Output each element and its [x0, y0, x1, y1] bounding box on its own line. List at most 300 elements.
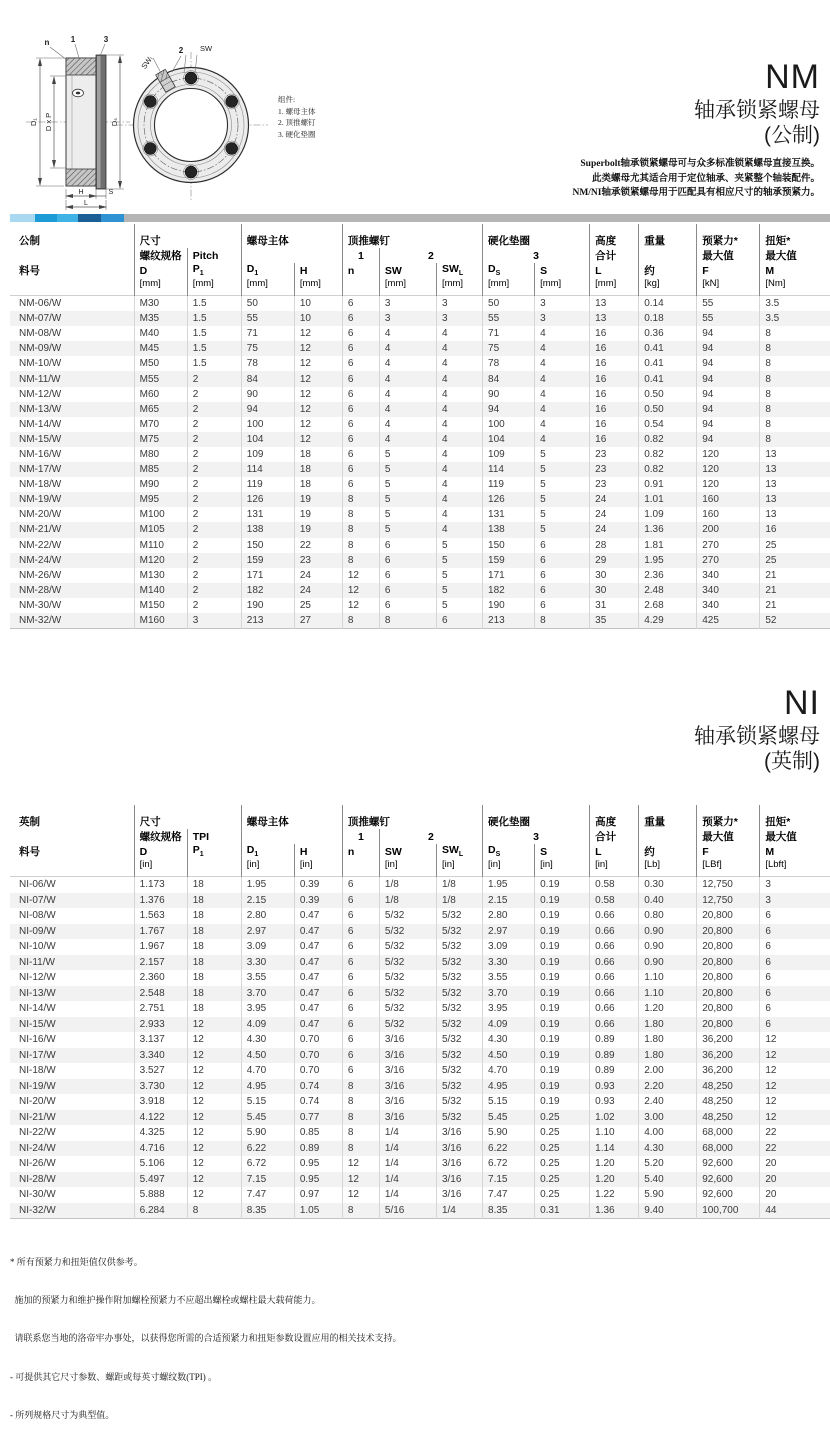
value-cell: 4.50 — [241, 1048, 294, 1064]
value-cell: 0.93 — [590, 1079, 639, 1095]
value-cell: 1.02 — [590, 1110, 639, 1126]
value-cell: 3/16 — [379, 1063, 436, 1079]
value-cell: 6 — [535, 568, 590, 583]
label-h: H — [78, 189, 84, 196]
value-cell: 126 — [483, 492, 535, 507]
part-number: NI-32/W — [19, 1204, 56, 1216]
footnote-line: - 所列规格尺寸为典型值。 — [10, 1410, 115, 1421]
table-row — [10, 970, 830, 986]
jackscrew-section-top — [66, 58, 96, 75]
header-cell: 尺寸 — [134, 224, 241, 248]
header-cell: 螺纹规格 — [134, 248, 187, 263]
value-cell: 12 — [187, 1187, 241, 1203]
value-cell: 19 — [294, 492, 342, 507]
value-cell: 5 — [436, 553, 482, 568]
value-cell: 6 — [342, 1032, 379, 1048]
value-cell: 8 — [760, 387, 830, 402]
value-cell: 5 — [535, 507, 590, 522]
value-cell: 25 — [760, 553, 830, 568]
label-component-1: 1 — [70, 35, 76, 44]
value-cell: 5.90 — [483, 1125, 535, 1141]
value-cell: 4.70 — [241, 1063, 294, 1079]
value-cell: 131 — [241, 507, 294, 522]
value-cell: 0.41 — [639, 356, 697, 371]
value-cell: 12 — [187, 1017, 241, 1033]
value-cell: 5/32 — [379, 970, 436, 986]
value-cell: 5/32 — [379, 939, 436, 955]
value-cell: 1/4 — [436, 1203, 482, 1219]
value-cell: 3.5 — [760, 311, 830, 326]
value-cell: 8 — [342, 1094, 379, 1110]
header-cell: $D_1$ — [241, 844, 294, 859]
value-cell: 6 — [342, 1048, 379, 1064]
value-cell: 13 — [760, 492, 830, 507]
value-cell: 1.967 — [134, 939, 187, 955]
value-cell: 6 — [535, 538, 590, 553]
value-cell: 6 — [342, 432, 379, 447]
value-cell: 0.19 — [535, 955, 590, 971]
header-cell: n — [342, 844, 379, 859]
value-cell: 12 — [187, 1048, 241, 1064]
header-cell: [mm] — [379, 278, 436, 296]
value-cell: 13 — [760, 477, 830, 492]
value-cell: 12 — [760, 1094, 830, 1110]
value-cell: 4 — [535, 387, 590, 402]
header-row — [10, 224, 830, 248]
value-cell: 5/32 — [436, 1079, 482, 1095]
value-cell: 4 — [379, 341, 436, 356]
value-cell: M95 — [134, 492, 187, 507]
value-cell: 28 — [590, 538, 639, 553]
value-cell: 1/4 — [379, 1125, 436, 1141]
value-cell: 3.70 — [483, 986, 535, 1002]
value-cell: 6 — [760, 1017, 830, 1033]
header-cell: [mm] — [590, 278, 639, 296]
value-cell: 0.39 — [294, 877, 342, 893]
value-cell: M120 — [134, 553, 187, 568]
value-cell: 3.30 — [483, 955, 535, 971]
value-cell: 90 — [483, 387, 535, 402]
value-cell: 29 — [590, 553, 639, 568]
value-cell: 5 — [436, 583, 482, 598]
value-cell: 4 — [436, 432, 482, 447]
part-number: NI-24/W — [19, 1142, 56, 1154]
header-cell: 约 — [639, 844, 697, 859]
value-cell: 120 — [697, 477, 760, 492]
header-cell: 1 — [342, 248, 379, 263]
part-number: NM-19/W — [19, 494, 62, 506]
value-cell: 4.325 — [134, 1125, 187, 1141]
value-cell: 22 — [760, 1141, 830, 1157]
value-cell: 0.50 — [639, 387, 697, 402]
value-cell: 6 — [342, 1063, 379, 1079]
table-row — [10, 1017, 830, 1033]
value-cell: 12 — [342, 583, 379, 598]
value-cell: 68,000 — [697, 1125, 760, 1141]
label-d1: D₁ — [29, 118, 38, 126]
header-cell: S — [535, 263, 590, 278]
value-cell: M90 — [134, 477, 187, 492]
value-cell: 0.90 — [639, 955, 697, 971]
value-cell: 120 — [697, 462, 760, 477]
header-cell: [mm] — [436, 278, 482, 296]
value-cell: 190 — [241, 598, 294, 613]
header-cell: [kg] — [639, 278, 697, 296]
value-cell: 16 — [590, 326, 639, 341]
value-cell: 6 — [379, 538, 436, 553]
table-row — [10, 387, 830, 402]
header-cell: [in] — [436, 859, 482, 877]
header-cell: 硬化垫圈 — [483, 224, 590, 248]
value-cell: 3.95 — [483, 1001, 535, 1017]
header-cell — [342, 859, 379, 877]
table-row — [10, 356, 830, 371]
value-cell: 5 — [379, 522, 436, 537]
part-number: NM-26/W — [19, 569, 62, 581]
value-cell: 7.47 — [241, 1187, 294, 1203]
value-cell: 1.05 — [294, 1203, 342, 1219]
value-cell: 5/32 — [436, 1048, 482, 1064]
value-cell: 340 — [697, 598, 760, 613]
value-cell: 0.70 — [294, 1048, 342, 1064]
value-cell: 8 — [342, 538, 379, 553]
ni-section-title — [694, 682, 820, 774]
value-cell: 0.66 — [590, 924, 639, 940]
value-cell: 36,200 — [697, 1048, 760, 1064]
value-cell: 16 — [590, 356, 639, 371]
value-cell: 12 — [294, 402, 342, 417]
value-cell: 4 — [379, 326, 436, 341]
header-cell: [in] — [379, 859, 436, 877]
value-cell: 1.10 — [639, 970, 697, 986]
value-cell: 5.106 — [134, 1156, 187, 1172]
value-cell: 21 — [760, 568, 830, 583]
value-cell: 75 — [483, 341, 535, 356]
value-cell: 84 — [483, 371, 535, 386]
value-cell: 0.74 — [294, 1079, 342, 1095]
value-cell: 21 — [760, 583, 830, 598]
table-row — [10, 447, 830, 462]
table-row — [10, 432, 830, 447]
value-cell: 0.47 — [294, 908, 342, 924]
value-cell: M100 — [134, 507, 187, 522]
value-cell: 5/32 — [436, 1032, 482, 1048]
value-cell: 4 — [535, 402, 590, 417]
value-cell: 1.10 — [590, 1125, 639, 1141]
value-cell: 8 — [535, 613, 590, 629]
value-cell: 6.72 — [483, 1156, 535, 1172]
value-cell: 18 — [187, 877, 241, 893]
value-cell: 4.29 — [639, 613, 697, 629]
value-cell: 55 — [697, 296, 760, 312]
value-cell: 4 — [535, 356, 590, 371]
value-cell: 20,800 — [697, 1017, 760, 1033]
header-cell: 最大值 — [760, 829, 830, 844]
value-cell: 4 — [436, 492, 482, 507]
value-cell: 4 — [379, 417, 436, 432]
part-number: NI-07/W — [19, 894, 56, 906]
table-row — [10, 598, 830, 613]
value-cell: M45 — [134, 341, 187, 356]
value-cell: 2.40 — [639, 1094, 697, 1110]
value-cell: 2.15 — [483, 893, 535, 909]
header-cell: 尺寸 — [134, 805, 241, 829]
value-cell: 55 — [483, 311, 535, 326]
value-cell: 8 — [342, 1110, 379, 1126]
value-cell: 2.80 — [241, 908, 294, 924]
value-cell: 6 — [342, 924, 379, 940]
value-cell: 2.548 — [134, 986, 187, 1002]
header-cell: 螺母主体 — [241, 224, 342, 248]
value-cell: 8 — [760, 341, 830, 356]
value-cell: 0.19 — [535, 939, 590, 955]
value-cell: 160 — [697, 492, 760, 507]
header-cell: [mm] — [187, 278, 241, 296]
value-cell: 0.54 — [639, 417, 697, 432]
table-row — [10, 1048, 830, 1064]
value-cell: 6 — [342, 447, 379, 462]
value-cell: M55 — [134, 371, 187, 386]
value-cell: 0.89 — [294, 1141, 342, 1157]
value-cell: 0.47 — [294, 939, 342, 955]
table-row — [10, 893, 830, 909]
footnote-line: * 所有预紧力和扭矩值仅供参考。 — [10, 1256, 143, 1267]
header-cell: n — [342, 263, 379, 278]
value-cell: 20,800 — [697, 939, 760, 955]
value-cell: 12,750 — [697, 877, 760, 893]
value-cell: 4 — [436, 387, 482, 402]
value-cell: 0.19 — [535, 877, 590, 893]
part-number: NM-30/W — [19, 599, 62, 611]
table-row — [10, 939, 830, 955]
jackscrew-section-bottom — [66, 169, 96, 186]
value-cell: 12,750 — [697, 893, 760, 909]
value-cell: 6 — [760, 939, 830, 955]
value-cell: 190 — [483, 598, 535, 613]
part-number: NI-28/W — [19, 1173, 56, 1185]
value-cell: 5.15 — [241, 1094, 294, 1110]
header-cell — [10, 859, 134, 877]
value-cell: 0.89 — [590, 1063, 639, 1079]
value-cell: 36,200 — [697, 1063, 760, 1079]
value-cell: 8 — [760, 326, 830, 341]
table-row — [10, 1094, 830, 1110]
value-cell: M85 — [134, 462, 187, 477]
value-cell: 6 — [760, 924, 830, 940]
value-cell: 3 — [187, 613, 241, 629]
value-cell: 4.09 — [483, 1017, 535, 1033]
value-cell: 3/16 — [436, 1156, 482, 1172]
header-cell: 预紧力* — [697, 805, 760, 829]
value-cell: 12 — [187, 1032, 241, 1048]
header-cell: [Lbft] — [760, 859, 830, 877]
part-number: NM-16/W — [19, 448, 62, 460]
value-cell: 6.284 — [134, 1203, 187, 1219]
value-cell: 5.15 — [483, 1094, 535, 1110]
value-cell: 3/16 — [379, 1048, 436, 1064]
value-cell: 5 — [535, 462, 590, 477]
product-description — [572, 157, 820, 201]
header-cell: SW — [379, 263, 436, 278]
value-cell: 2 — [187, 538, 241, 553]
value-cell: 6 — [535, 553, 590, 568]
value-cell: 0.77 — [294, 1110, 342, 1126]
value-cell: 92,600 — [697, 1172, 760, 1188]
value-cell: 114 — [241, 462, 294, 477]
value-cell: 94 — [697, 341, 760, 356]
header-cell — [639, 829, 697, 844]
value-cell: 6 — [760, 955, 830, 971]
value-cell: 0.66 — [590, 955, 639, 971]
bar-segment — [57, 214, 78, 222]
value-cell: 5 — [379, 492, 436, 507]
value-cell: 2 — [187, 583, 241, 598]
value-cell: 1.5 — [187, 326, 241, 341]
value-cell: 12 — [342, 1187, 379, 1203]
value-cell: 0.80 — [639, 908, 697, 924]
value-cell: 1.14 — [590, 1141, 639, 1157]
value-cell: 7.15 — [483, 1172, 535, 1188]
value-cell: M40 — [134, 326, 187, 341]
value-cell: 5.20 — [639, 1156, 697, 1172]
value-cell: M110 — [134, 538, 187, 553]
value-cell: 20,800 — [697, 924, 760, 940]
value-cell: 12 — [187, 1094, 241, 1110]
value-cell: 18 — [187, 955, 241, 971]
value-cell: 1.09 — [639, 507, 697, 522]
header-cell: 重量 — [639, 224, 697, 248]
value-cell: 6 — [342, 1001, 379, 1017]
header-cell — [10, 278, 134, 296]
value-cell: 100 — [241, 417, 294, 432]
value-cell: 48,250 — [697, 1094, 760, 1110]
value-cell: 3.09 — [483, 939, 535, 955]
value-cell: 5 — [379, 507, 436, 522]
value-cell: 6 — [342, 296, 379, 312]
table-row — [10, 908, 830, 924]
table-row — [10, 613, 830, 629]
header-cell: $D_1$ — [241, 263, 294, 278]
value-cell: 8 — [760, 417, 830, 432]
value-cell: 1.22 — [590, 1187, 639, 1203]
metric-table — [10, 224, 830, 629]
value-cell: 6 — [342, 955, 379, 971]
header-cell: 扭矩* — [760, 224, 830, 248]
value-cell: 94 — [697, 356, 760, 371]
value-cell: 24 — [590, 522, 639, 537]
value-cell: 6 — [760, 1001, 830, 1017]
value-cell: 8 — [342, 507, 379, 522]
value-cell: 18 — [187, 924, 241, 940]
value-cell: 12 — [294, 356, 342, 371]
value-cell: 4.716 — [134, 1141, 187, 1157]
value-cell: 55 — [241, 311, 294, 326]
value-cell: 0.70 — [294, 1032, 342, 1048]
value-cell: 3 — [535, 311, 590, 326]
value-cell: 48,250 — [697, 1079, 760, 1095]
value-cell: 1.80 — [639, 1017, 697, 1033]
label-dxp: D x P — [44, 112, 53, 132]
header-cell: [mm] — [535, 278, 590, 296]
value-cell: 0.41 — [639, 341, 697, 356]
value-cell: 50 — [241, 296, 294, 312]
value-cell: 8 — [342, 522, 379, 537]
value-cell: 2 — [187, 522, 241, 537]
value-cell: 159 — [483, 553, 535, 568]
value-cell: 1.10 — [639, 986, 697, 1002]
header-cell: [in] — [590, 859, 639, 877]
value-cell: 3 — [760, 877, 830, 893]
value-cell: 8 — [760, 432, 830, 447]
table-row — [10, 402, 830, 417]
header-cell — [241, 829, 342, 844]
value-cell: 6 — [760, 970, 830, 986]
value-cell: 0.47 — [294, 1001, 342, 1017]
header-cell: TPI — [187, 829, 241, 844]
value-cell: 2.00 — [639, 1063, 697, 1079]
value-cell: 5/32 — [436, 1001, 482, 1017]
value-cell: 18 — [187, 970, 241, 986]
value-cell: 94 — [241, 402, 294, 417]
value-cell: 171 — [241, 568, 294, 583]
value-cell: 5/32 — [436, 1017, 482, 1033]
value-cell: 25 — [760, 538, 830, 553]
value-cell: 3 — [379, 311, 436, 326]
value-cell: 0.41 — [639, 371, 697, 386]
value-cell: 4 — [379, 387, 436, 402]
value-cell: 0.36 — [639, 326, 697, 341]
header-cell: [Lb] — [639, 859, 697, 877]
legend-item: 3. 硬化垫圈 — [278, 129, 316, 139]
value-cell: 0.82 — [639, 432, 697, 447]
value-cell: 16 — [590, 402, 639, 417]
value-cell: 7.47 — [483, 1187, 535, 1203]
value-cell: 3 — [760, 893, 830, 909]
value-cell: 18 — [187, 1001, 241, 1017]
value-cell: 12 — [342, 1172, 379, 1188]
header-cell: D — [134, 263, 187, 278]
value-cell: 126 — [241, 492, 294, 507]
part-number: NM-07/W — [19, 313, 62, 325]
part-number: NI-13/W — [19, 987, 56, 999]
part-number: NM-08/W — [19, 328, 62, 340]
value-cell: 9.40 — [639, 1203, 697, 1219]
value-cell: 4 — [535, 341, 590, 356]
value-cell: 1.376 — [134, 893, 187, 909]
header-cell — [10, 829, 134, 844]
value-cell: 0.95 — [294, 1156, 342, 1172]
table-row — [10, 986, 830, 1002]
value-cell: 94 — [697, 326, 760, 341]
value-cell: 3 — [535, 296, 590, 312]
value-cell: 20,800 — [697, 986, 760, 1002]
value-cell: 1/8 — [379, 893, 436, 909]
value-cell: 3.30 — [241, 955, 294, 971]
value-cell: 0.19 — [535, 1063, 590, 1079]
value-cell: 8 — [760, 371, 830, 386]
value-cell: 48,250 — [697, 1110, 760, 1126]
value-cell: 0.47 — [294, 986, 342, 1002]
value-cell: 1.36 — [639, 522, 697, 537]
value-cell: 1.5 — [187, 296, 241, 312]
value-cell: 0.25 — [535, 1141, 590, 1157]
value-cell: 6 — [342, 477, 379, 492]
nm-section-title — [572, 56, 820, 201]
value-cell: 3.340 — [134, 1048, 187, 1064]
accent-bar — [10, 214, 830, 222]
value-cell: 4.95 — [241, 1079, 294, 1095]
table-row — [10, 538, 830, 553]
